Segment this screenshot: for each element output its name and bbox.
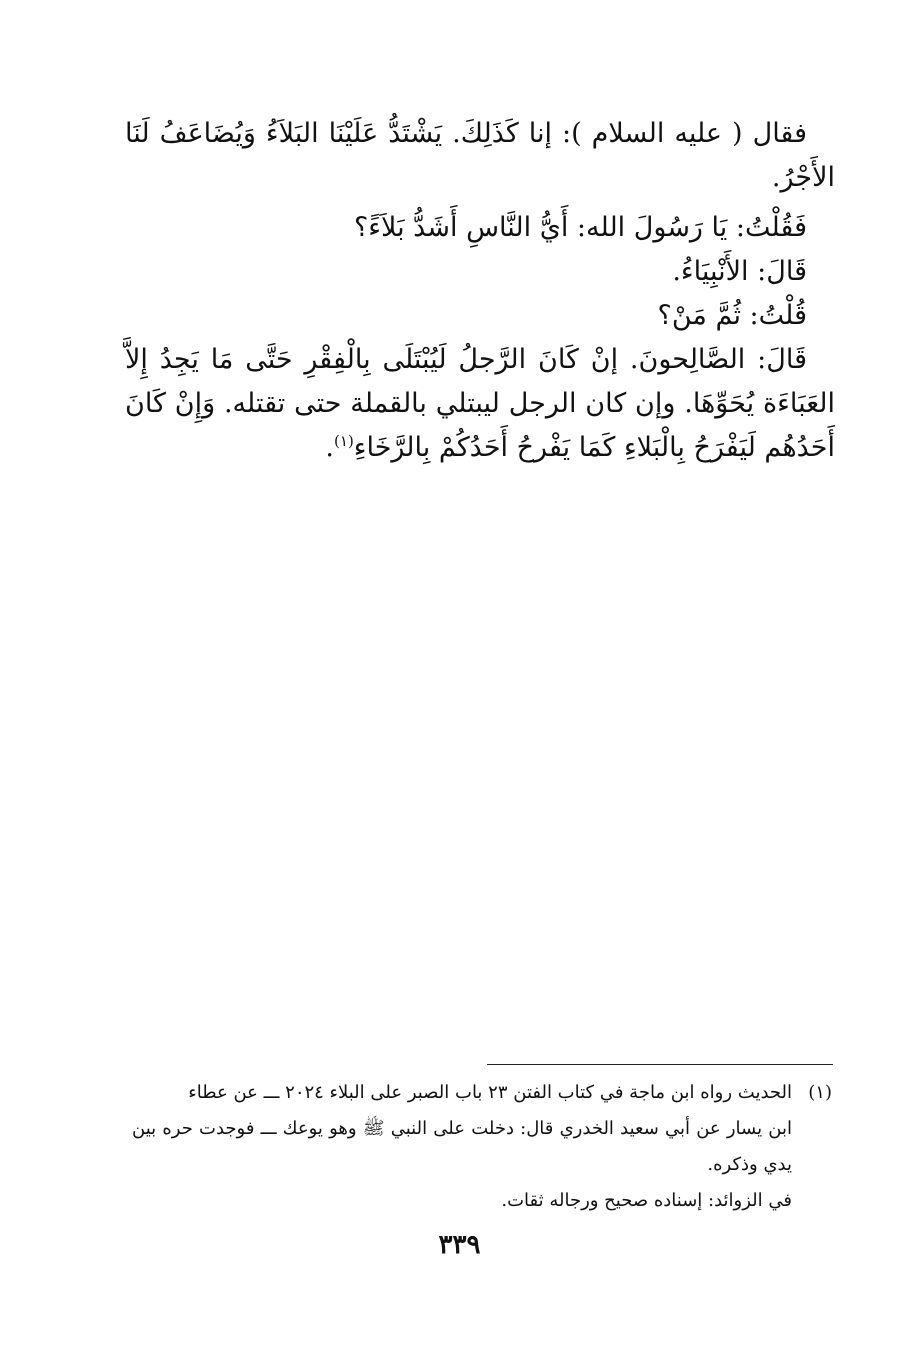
footnote-text: الحديث رواه ابن ماجة في كتاب الفتن ٢٣ باب الصبر على البلاء ٢٠٢٤ ـــ عن عطاء	[188, 1082, 792, 1103]
paragraph-5-text: قَالَ: الصَّالِحونَ. إنْ كَانَ الرَّجلُ لَيُبْتَلَى بِالْفِقْرِ حَتَّى مَا يَجِدُ إِلاَّ العَبَاءَة يُحَوِّهَا. وإن كان الرجل ليبتلي بالقملة حتى تقتله. وَإِنْ كَانَ أَحَدُهُم لَيَفْرَحُ بِالْبَلاءِ كَمَا يَفْرحُ أَحَدُكُمْ بِالرَّخَاءِ	[125, 344, 835, 463]
footnote-divider	[487, 1064, 833, 1065]
footnote-continuation: ابن يسار عن أبي سعيد الخدري قال: دخلت على النبي ﷺ وهو يوعك ـــ فوجدت حره بين يدي وذكره.	[132, 1118, 792, 1175]
paragraph-3: قَالَ: الأَنْبِيَاءُ.	[672, 256, 807, 287]
paragraph-5: قَالَ: الصَّالِحونَ. إنْ كَانَ الرَّجلُ لَيُبْتَلَى بِالْفِقْرِ حَتَّى مَا يَجِدُ إِلاَّ العَبَاءَة يُحَوِّهَا. وإن كان الرجل ليبتلي بالقملة حتى تقتله. وَإِنْ كَانَ أَحَدُهُم لَيَفْرَحُ بِالْبَلاءِ كَمَا يَفْرحُ أَحَدُكُمْ بِالرَّخَاءِ$^{(١)}$.	[125, 344, 835, 463]
footnote-note: في الزوائد: إسناده صحيح ورجاله ثقات.	[501, 1190, 792, 1211]
paragraph-4: قُلْتُ: ثُمَّ مَنْ؟	[657, 300, 807, 331]
footnote-number: (١)	[808, 1082, 832, 1103]
footnote-marker: (١)	[334, 432, 354, 450]
paragraph-1: فقال ( عليه السلام ): إنا كَذَلِكَ. يَشْتَدُّ عَلَيْنَا البَلاَءُ وَيُضَاعَفُ لَنَا الأَجْرُ.	[125, 118, 835, 193]
footnotes	[132, 1075, 832, 1219]
footnote-1	[132, 1075, 832, 1111]
main-text	[125, 112, 835, 470]
page-number: ٣٣٩	[438, 1230, 481, 1260]
paragraph-2: فَقُلْتُ: يَا رَسُولَ الله: أَيُّ النَّاسِ أَشَدُّ بَلاَءً؟	[353, 212, 807, 243]
